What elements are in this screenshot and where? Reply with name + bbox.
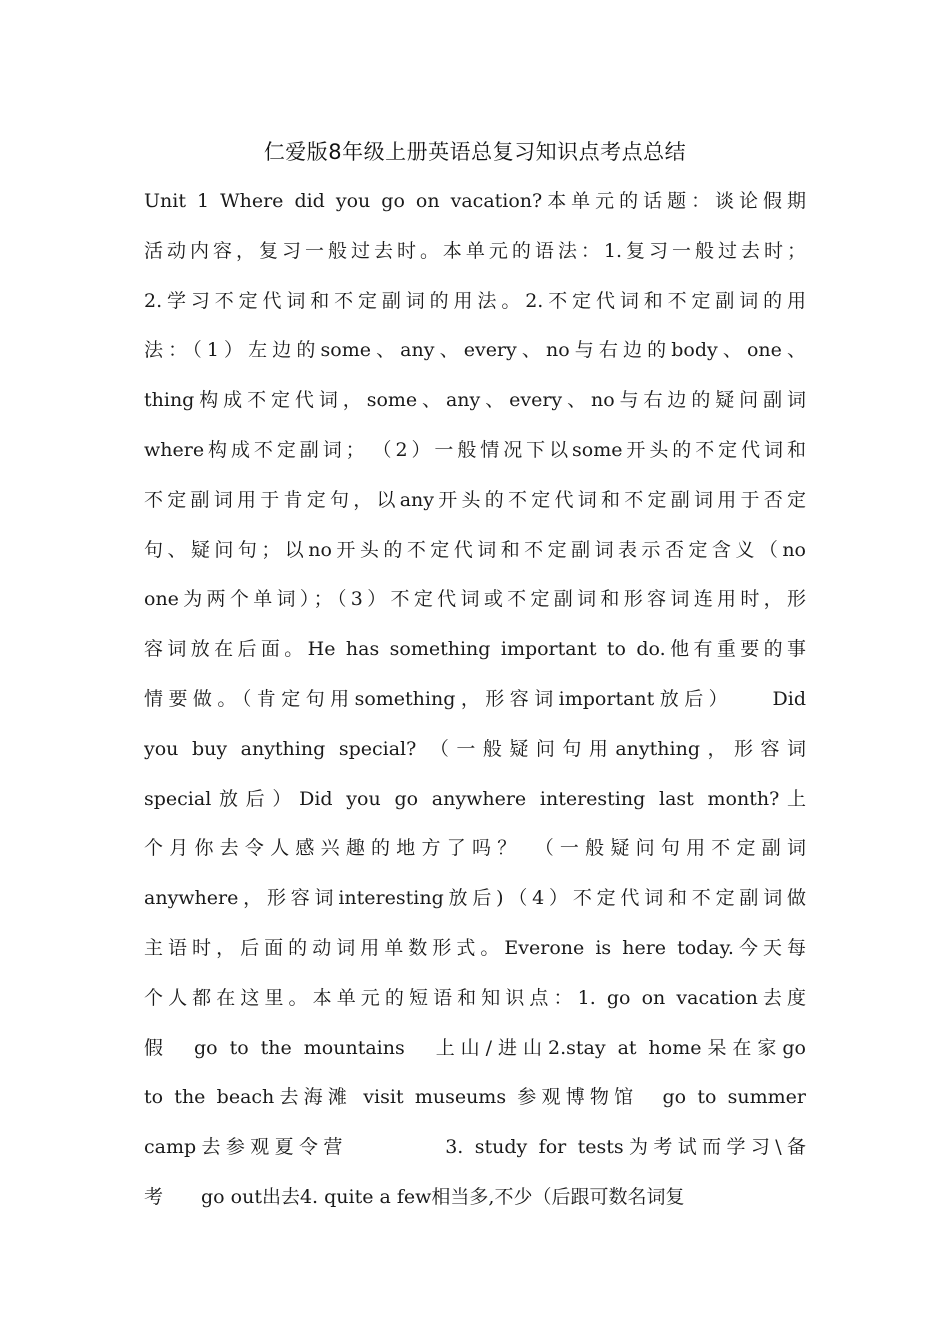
document-body	[144, 183, 806, 1229]
text-line: 假 go to the mountains 上山/进山2.stay at home呆在家go	[144, 1036, 806, 1059]
text-line: 情要做。（肯定句用something，形容词important放后） Did	[144, 687, 806, 710]
text-line: 容词放在后面。He has something important to do.他有重要的事	[144, 638, 806, 661]
text-line: to the beach去海滩 visit museums 参观博物馆 go to summer	[144, 1086, 806, 1109]
text-line: 不定副词用于肯定句，以any开头的不定代词和不定副词用于否定	[144, 488, 806, 511]
text-line: 个月你去令人感兴趣的地方了吗？ （一般疑问句用不定副词	[144, 837, 806, 860]
text-line: 活动内容，复习一般过去时。本单元的语法：1.复习一般过去时；	[144, 239, 806, 262]
text-line: where构成不定副词； （2）一般情况下以some开头的不定代词和	[144, 438, 806, 461]
text-line: 句、疑问句；以no开头的不定代词和不定副词表示否定含义（no	[144, 538, 806, 561]
text-line: camp去参观夏令营 3. study for tests为考试而学习\备	[144, 1136, 806, 1159]
text-line: 2.学习不定代词和不定副词的用法。2.不定代词和不定副词的用	[144, 289, 806, 312]
text-line: you buy anything special? （一般疑问句用anything，形容词	[144, 737, 806, 760]
text-line: special放后）Did you go anywhere interesting last month?上	[144, 787, 806, 810]
text-line: one为两个单词）；（3）不定代词或不定副词和形容词连用时，形	[144, 588, 806, 611]
text-line: 考 go out出去4. quite a few相当多,不少（后跟可数名词复	[144, 1185, 685, 1208]
text-line: anywhere，形容词interesting放后)（4）不定代词和不定副词做	[144, 887, 806, 910]
text-line: 主语时，后面的动词用单数形式。Everone is here today.今天每	[144, 936, 806, 959]
text-line: thing构成不定代词，some、any、every、no与右边的疑问副词	[144, 389, 806, 412]
text-line: 法：（1）左边的some、any、every、no与右边的body、one、	[144, 339, 806, 362]
document-title: 仁爱版8年级上册英语总复习知识点考点总结	[263, 140, 687, 164]
text-line: 个人都在这里。本单元的短语和知识点：1. go on vacation去度	[144, 986, 806, 1009]
text-line: Unit 1 Where did you go on vacation?本单元的话题：谈论假期	[144, 190, 806, 212]
